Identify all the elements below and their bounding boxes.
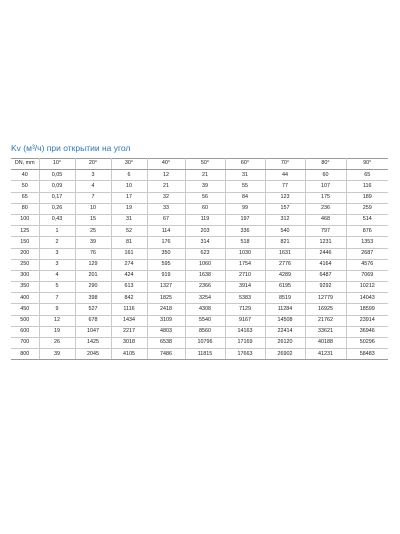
kv-cell: 1825 — [147, 293, 185, 304]
kv-cell: 9 — [39, 304, 75, 315]
kv-cell: 14163 — [225, 326, 265, 337]
kv-cell: 123 — [265, 192, 305, 203]
kv-cell: 175 — [305, 192, 346, 203]
kv-cell: 176 — [147, 237, 185, 248]
kv-cell: 2366 — [185, 282, 225, 293]
dn-cell: 40 — [11, 170, 39, 181]
kv-cell: 197 — [225, 214, 265, 225]
header-cell-50: 50° — [185, 159, 225, 170]
kv-cell: 1047 — [75, 326, 111, 337]
kv-cell: 623 — [185, 248, 225, 259]
dn-cell: 500 — [11, 315, 39, 326]
kv-cell: 312 — [265, 214, 305, 225]
kv-cell: 6195 — [265, 282, 305, 293]
kv-cell: 60 — [305, 170, 346, 181]
kv-cell: 1638 — [185, 270, 225, 281]
kv-cell: 274 — [111, 259, 147, 270]
kv-cell: 2418 — [147, 304, 185, 315]
kv-cell: 21 — [185, 170, 225, 181]
header-cell-60: 60° — [225, 159, 265, 170]
kv-cell: 52 — [111, 226, 147, 237]
table-row — [11, 214, 388, 225]
kv-cell: 2776 — [265, 259, 305, 270]
kv-cell: 6487 — [305, 270, 346, 281]
kv-cell: 468 — [305, 214, 346, 225]
kv-cell: 33 — [147, 203, 185, 214]
table-row — [11, 338, 388, 349]
kv-cell: 613 — [111, 282, 147, 293]
kv-cell: 67 — [147, 214, 185, 225]
kv-cell: 0,17 — [39, 192, 75, 203]
kv-cell: 26120 — [265, 338, 305, 349]
kv-cell: 10796 — [185, 338, 225, 349]
kv-cell: 18599 — [346, 304, 388, 315]
kv-cell: 527 — [75, 304, 111, 315]
kv-cell: 350 — [147, 248, 185, 259]
kv-cell: 26 — [39, 338, 75, 349]
table-row — [11, 259, 388, 270]
kv-cell: 1754 — [225, 259, 265, 270]
kv-cell: 2045 — [75, 349, 111, 360]
kv-cell: 6538 — [147, 338, 185, 349]
kv-cell: 1231 — [305, 237, 346, 248]
header-cell-30: 30° — [111, 159, 147, 170]
table-row — [11, 349, 388, 360]
kv-cell: 1353 — [346, 237, 388, 248]
kv-cell: 7069 — [346, 270, 388, 281]
kv-cell: 31 — [225, 170, 265, 181]
kv-cell: 4 — [75, 181, 111, 192]
kv-cell: 4 — [39, 270, 75, 281]
kv-cell: 5383 — [225, 293, 265, 304]
kv-cell: 25 — [75, 226, 111, 237]
kv-cell: 876 — [346, 226, 388, 237]
kv-cell: 36946 — [346, 326, 388, 337]
kv-cell: 3 — [39, 248, 75, 259]
kv-cell: 23914 — [346, 315, 388, 326]
kv-cell: 4308 — [185, 304, 225, 315]
kv-cell: 0,09 — [39, 181, 75, 192]
dn-cell: 300 — [11, 270, 39, 281]
kv-cell: 84 — [225, 192, 265, 203]
kv-cell: 7129 — [225, 304, 265, 315]
dn-cell: 80 — [11, 203, 39, 214]
kv-cell: 129 — [75, 259, 111, 270]
kv-cell: 4164 — [305, 259, 346, 270]
header-cell-40: 40° — [147, 159, 185, 170]
table-body — [11, 170, 388, 360]
kv-cell: 21 — [147, 181, 185, 192]
kv-cell: 1631 — [265, 248, 305, 259]
kv-cell: 50296 — [346, 338, 388, 349]
kv-cell: 201 — [75, 270, 111, 281]
kv-cell: 314 — [185, 237, 225, 248]
dn-cell: 65 — [11, 192, 39, 203]
kv-cell: 1425 — [75, 338, 111, 349]
header-cell-70: 70° — [265, 159, 305, 170]
kv-cell: 3 — [39, 259, 75, 270]
table-row — [11, 237, 388, 248]
kv-cell: 9167 — [225, 315, 265, 326]
kv-cell: 6 — [111, 170, 147, 181]
kv-cell: 7 — [75, 192, 111, 203]
kv-cell: 161 — [111, 248, 147, 259]
kv-cell: 119 — [185, 214, 225, 225]
kv-cell: 17 — [111, 192, 147, 203]
kv-cell: 0,43 — [39, 214, 75, 225]
table-row — [11, 181, 388, 192]
kv-cell: 236 — [305, 203, 346, 214]
kv-cell: 44 — [265, 170, 305, 181]
table-row — [11, 192, 388, 203]
kv-cell: 55 — [225, 181, 265, 192]
header-cell-80: 80° — [305, 159, 346, 170]
dn-cell: 700 — [11, 338, 39, 349]
kv-cell: 56 — [185, 192, 225, 203]
dn-cell: 800 — [11, 349, 39, 360]
kv-cell: 4105 — [111, 349, 147, 360]
kv-cell: 0,05 — [39, 170, 75, 181]
kv-cell: 1 — [39, 226, 75, 237]
kv-cell: 77 — [265, 181, 305, 192]
dn-cell: 100 — [11, 214, 39, 225]
kv-cell: 157 — [265, 203, 305, 214]
kv-cell: 22414 — [265, 326, 305, 337]
kv-cell: 12 — [39, 315, 75, 326]
kv-cell: 32 — [147, 192, 185, 203]
kv-cell: 797 — [305, 226, 346, 237]
kv-cell: 1434 — [111, 315, 147, 326]
kv-cell: 4576 — [346, 259, 388, 270]
kv-cell: 2217 — [111, 326, 147, 337]
kv-cell: 8560 — [185, 326, 225, 337]
kv-cell: 595 — [147, 259, 185, 270]
kv-cell: 14508 — [265, 315, 305, 326]
kv-cell: 398 — [75, 293, 111, 304]
table-row — [11, 282, 388, 293]
kv-cell: 12779 — [305, 293, 346, 304]
table-row — [11, 226, 388, 237]
kv-cell: 107 — [305, 181, 346, 192]
kv-cell: 11284 — [265, 304, 305, 315]
table-row — [11, 248, 388, 259]
table-row — [11, 326, 388, 337]
header-cell-dn: DN, mm — [11, 159, 39, 170]
kv-cell: 21762 — [305, 315, 346, 326]
dn-cell: 200 — [11, 248, 39, 259]
kv-cell: 514 — [346, 214, 388, 225]
kv-cell: 3 — [75, 170, 111, 181]
kv-cell: 2710 — [225, 270, 265, 281]
kv-cell: 60 — [185, 203, 225, 214]
kv-cell: 33621 — [305, 326, 346, 337]
kv-cell: 3018 — [111, 338, 147, 349]
kv-cell: 39 — [39, 349, 75, 360]
dn-cell: 50 — [11, 181, 39, 192]
kv-cell: 11815 — [185, 349, 225, 360]
kv-cell: 424 — [111, 270, 147, 281]
kv-cell: 9292 — [305, 282, 346, 293]
kv-cell: 65 — [346, 170, 388, 181]
table-header-row — [11, 159, 388, 170]
kv-cell: 7486 — [147, 349, 185, 360]
dn-cell: 150 — [11, 237, 39, 248]
kv-cell: 3254 — [185, 293, 225, 304]
header-cell-90: 90° — [346, 159, 388, 170]
kv-cell: 16925 — [305, 304, 346, 315]
kv-cell: 5 — [39, 282, 75, 293]
kv-cell: 8519 — [265, 293, 305, 304]
kv-cell: 4289 — [265, 270, 305, 281]
kv-cell: 2687 — [346, 248, 388, 259]
kv-cell: 3109 — [147, 315, 185, 326]
kv-cell: 1030 — [225, 248, 265, 259]
kv-table — [11, 158, 388, 360]
table-row — [11, 293, 388, 304]
kv-cell: 0,26 — [39, 203, 75, 214]
kv-cell: 10 — [75, 203, 111, 214]
kv-cell: 114 — [147, 226, 185, 237]
kv-cell: 518 — [225, 237, 265, 248]
kv-cell: 336 — [225, 226, 265, 237]
kv-cell: 39 — [75, 237, 111, 248]
kv-cell: 290 — [75, 282, 111, 293]
kv-cell: 58483 — [346, 349, 388, 360]
table-title: Kv (м³/ч) при открытии на угол — [11, 143, 131, 153]
kv-cell: 540 — [265, 226, 305, 237]
kv-cell: 99 — [225, 203, 265, 214]
kv-cell: 5540 — [185, 315, 225, 326]
kv-cell: 19 — [111, 203, 147, 214]
dn-cell: 400 — [11, 293, 39, 304]
kv-cell: 41231 — [305, 349, 346, 360]
kv-cell: 19 — [39, 326, 75, 337]
kv-cell: 26902 — [265, 349, 305, 360]
kv-cell: 12 — [147, 170, 185, 181]
kv-cell: 39 — [185, 181, 225, 192]
header-cell-10: 10° — [39, 159, 75, 170]
kv-cell: 7 — [39, 293, 75, 304]
kv-cell: 259 — [346, 203, 388, 214]
header-cell-20: 20° — [75, 159, 111, 170]
kv-cell: 3914 — [225, 282, 265, 293]
dn-cell: 125 — [11, 226, 39, 237]
kv-cell: 1060 — [185, 259, 225, 270]
kv-cell: 14043 — [346, 293, 388, 304]
kv-cell: 2446 — [305, 248, 346, 259]
kv-cell: 842 — [111, 293, 147, 304]
kv-cell: 678 — [75, 315, 111, 326]
kv-cell: 919 — [147, 270, 185, 281]
dn-cell: 350 — [11, 282, 39, 293]
table-row — [11, 203, 388, 214]
kv-cell: 2 — [39, 237, 75, 248]
kv-cell: 1116 — [111, 304, 147, 315]
table-row — [11, 304, 388, 315]
kv-cell: 4803 — [147, 326, 185, 337]
kv-cell: 81 — [111, 237, 147, 248]
kv-cell: 1327 — [147, 282, 185, 293]
dn-cell: 600 — [11, 326, 39, 337]
kv-cell: 76 — [75, 248, 111, 259]
kv-cell: 189 — [346, 192, 388, 203]
table-row — [11, 270, 388, 281]
dn-cell: 450 — [11, 304, 39, 315]
kv-cell: 10 — [111, 181, 147, 192]
kv-cell: 821 — [265, 237, 305, 248]
table-row — [11, 170, 388, 181]
kv-cell: 116 — [346, 181, 388, 192]
kv-cell: 40188 — [305, 338, 346, 349]
kv-cell: 17169 — [225, 338, 265, 349]
kv-cell: 203 — [185, 226, 225, 237]
table-row — [11, 315, 388, 326]
kv-cell: 15 — [75, 214, 111, 225]
kv-cell: 10212 — [346, 282, 388, 293]
dn-cell: 250 — [11, 259, 39, 270]
kv-cell: 31 — [111, 214, 147, 225]
kv-cell: 17663 — [225, 349, 265, 360]
